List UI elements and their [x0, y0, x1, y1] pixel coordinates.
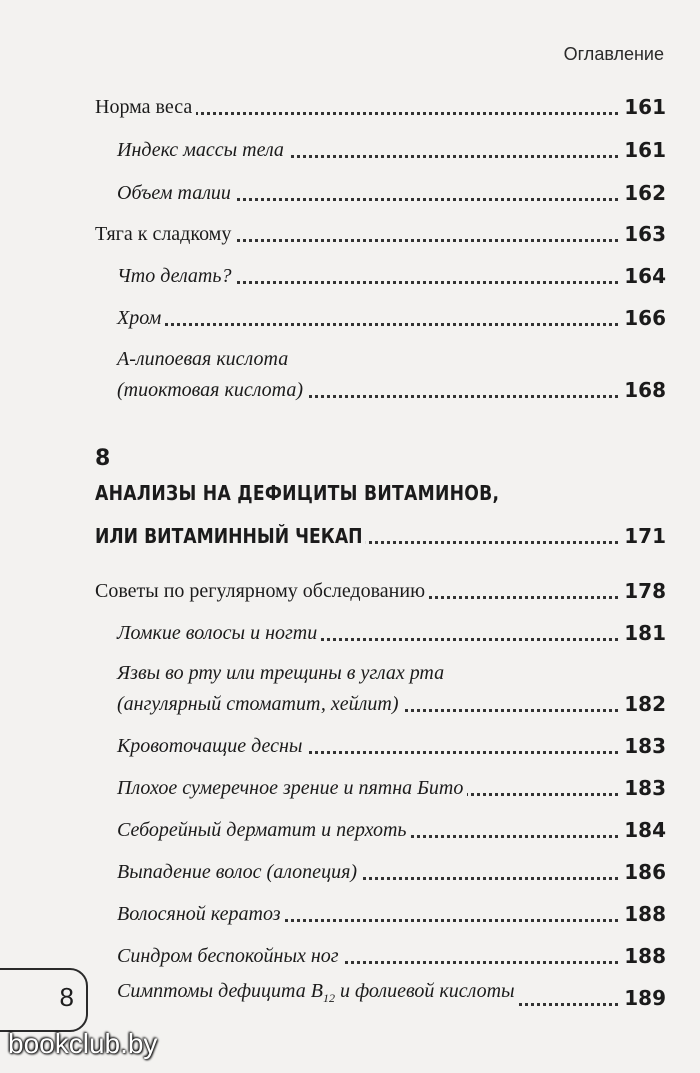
toc-entry-title: Выпадение волос (алопеция)	[117, 860, 361, 884]
toc-entry-title-line1: Язвы во рту или трещины в углах рта	[117, 662, 445, 684]
toc-entry-title: Волосяной кератоз	[117, 902, 285, 926]
chapter-number: 8	[95, 446, 111, 471]
toc-entry[interactable]	[0, 896, 700, 928]
toc-page-number: 184	[618, 818, 666, 842]
toc-entry[interactable]	[0, 258, 700, 290]
toc-entry-title-part2: и фолиевой кислоты	[334, 980, 515, 1002]
toc-entry-title: Ломкие волосы и ногти	[117, 621, 321, 645]
toc-entry[interactable]	[0, 854, 700, 886]
toc-page-number: 178	[618, 579, 666, 603]
toc-page-number: 182	[618, 692, 666, 716]
toc-entry[interactable]	[0, 573, 700, 605]
toc-entry[interactable]	[0, 812, 700, 844]
toc-entry-title: Кровоточащие десны	[117, 734, 306, 758]
page-number: 8	[59, 982, 74, 1012]
toc-entry-title: Объем талии	[117, 181, 235, 205]
vitamin-subscript: 12	[322, 991, 335, 1005]
toc-page-number: 168	[618, 378, 666, 402]
toc-entry[interactable]	[0, 980, 700, 1012]
toc-entry[interactable]	[0, 728, 700, 760]
watermark: bookclub.by	[8, 1028, 158, 1059]
toc-page-number: 188	[618, 944, 666, 968]
toc-entry-title: Синдром беспокойных ног	[117, 944, 343, 968]
toc-entry[interactable]	[0, 216, 700, 248]
toc-page-number: 163	[618, 222, 666, 246]
toc-entry-title: (ангулярный стоматит, хейлит)	[117, 692, 403, 716]
toc-page-number: 183	[618, 734, 666, 758]
toc-entry[interactable]	[0, 615, 700, 647]
toc-entry[interactable]	[0, 175, 700, 207]
toc-page-number: 161	[618, 95, 666, 119]
toc-entry[interactable]	[0, 132, 700, 164]
toc-entry-title: Плохое сумеречное зрение и пятна Бито	[117, 776, 467, 800]
toc-page-number: 181	[618, 621, 666, 645]
toc-entry[interactable]	[0, 372, 700, 404]
running-header: Оглавление	[563, 44, 664, 64]
toc-entry[interactable]	[0, 300, 700, 332]
toc-entry-title: (тиоктовая кислота)	[117, 378, 307, 402]
chapter-title-line1: АНАЛИЗЫ НА ДЕФИЦИТЫ ВИТАМИНОВ,	[95, 481, 500, 505]
chapter-entry[interactable]	[0, 518, 700, 550]
toc-entry[interactable]	[0, 938, 700, 970]
leader-dots	[130, 323, 618, 326]
toc-entry[interactable]	[0, 686, 700, 718]
toc-entry[interactable]	[0, 89, 700, 121]
toc-entry[interactable]	[0, 770, 700, 802]
toc-page-number: 161	[618, 138, 666, 162]
toc-page-number: 189	[618, 986, 666, 1010]
toc-entry-title-line1: А-липоевая кислота	[117, 348, 289, 370]
toc-entry-title: Индекс массы тела	[117, 138, 288, 162]
page-number-tab	[0, 968, 88, 1032]
toc-page-number: 186	[618, 860, 666, 884]
toc-entry-title: Тяга к сладкому	[95, 222, 235, 246]
toc-entry-title	[117, 979, 519, 1010]
toc-entry-title: Норма веса	[95, 95, 196, 119]
toc-page-number: 171	[618, 524, 666, 548]
toc-page-number: 188	[618, 902, 666, 926]
toc-page-number: 164	[618, 264, 666, 288]
toc-entry-title: Советы по регулярному обследованию	[95, 579, 429, 603]
toc-entry-title: Что делать?	[117, 264, 235, 288]
toc-page-number: 166	[618, 306, 666, 330]
toc-page-number: 162	[618, 181, 666, 205]
toc-entry-title-part1: Симптомы дефицита В	[117, 980, 323, 1002]
toc-entry-title: Хром	[117, 306, 165, 330]
toc-entry-title: Себорейный дерматит и перхоть	[117, 818, 411, 842]
chapter-title-line2: ИЛИ ВИТАМИННЫЙ ЧЕКАП	[95, 524, 366, 548]
toc-page-number: 183	[618, 776, 666, 800]
